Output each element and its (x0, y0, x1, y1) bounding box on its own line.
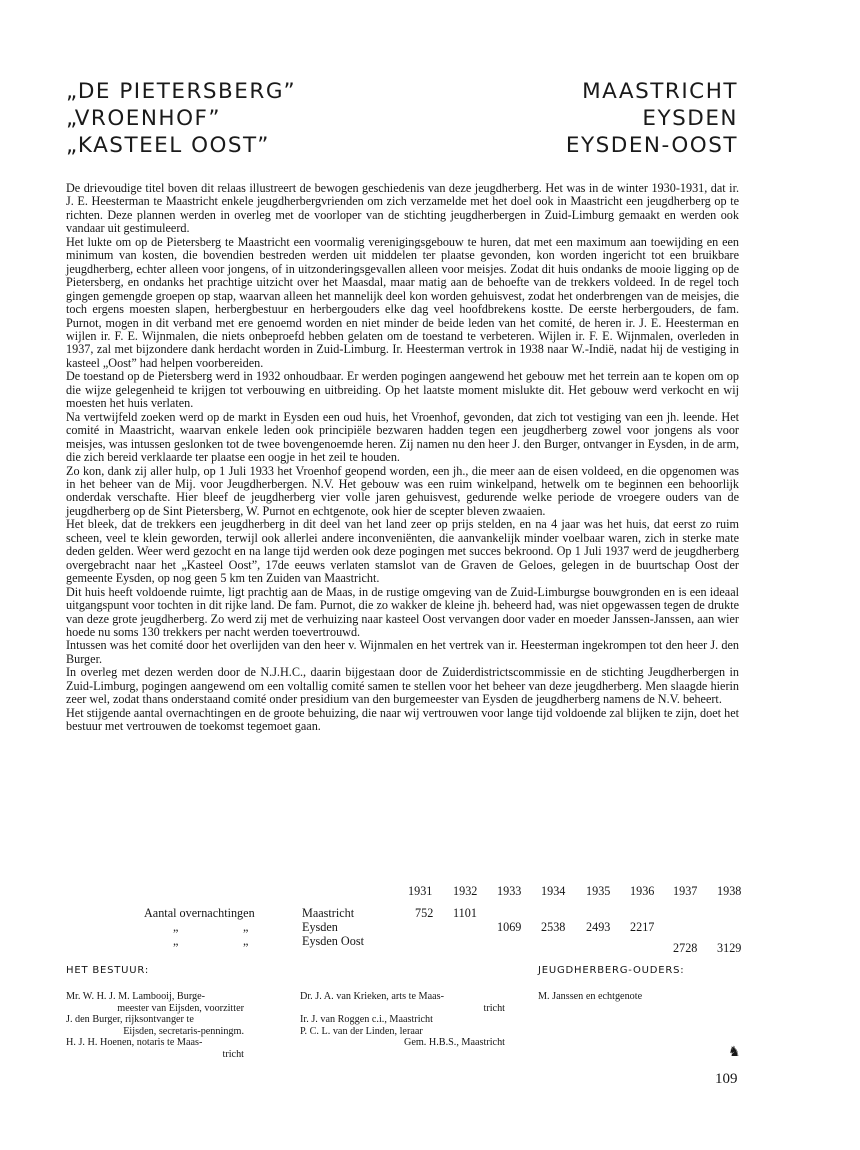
member-name: H. J. H. Hoenen, notaris te Maas- (66, 1037, 203, 1049)
count-value: 752 (415, 906, 434, 920)
parents-heading: JEUGDHERBERG-OUDERS: (538, 965, 685, 976)
ditto-mark: „ (173, 934, 179, 948)
count-value: 1069 (497, 920, 522, 934)
title-place-line: EYSDEN (642, 106, 738, 131)
title-name-line: „KASTEEL OOST” (66, 133, 270, 158)
paragraph: Intussen was het comité door het overlijden van den heer v. Wijnmalen en het vertrek van ir. Heesterman ingekrompen tot den heer J. den Burger. (66, 638, 739, 666)
year-header: 1938 (717, 884, 742, 898)
member-role: Eijsden, secretaris-penningm. (123, 1025, 244, 1037)
title-name-line: „DE PIETERSBERG” (66, 79, 297, 104)
parents-text: M. Janssen en echtgenote (538, 991, 643, 1002)
count-value: 3129 (717, 941, 742, 955)
count-value: 2538 (541, 920, 566, 934)
board-member (300, 1014, 505, 1026)
ditto-mark: „ (173, 920, 179, 934)
paragraph: Het bleek, dat de trekkers een jeugdherberg in dit deel van het land zeer op prijs stelden, en na 4 jaar was het huis, dat eerst zo ruim scheen, veel te klein geworden, terwijl ook allerlei andere inconveniënten, die aanvankelijk minder voelbaar waren, zich in sterke mate deden gelden. Weer werd gezocht en na lange tijd werden ook deze pogingen met succes bekroond. Op 1 Juli 1937 werd de jeugdherberg overgebracht naar het „Kasteel Oost”, 17de eeuws verlaten stamslot van de Graven de Geloes, gelegen in de buurtschap Oost der gemeente Eysden, op nog geen 5 km ten Zuiden van Maastricht. (66, 517, 739, 586)
board-member (66, 1014, 244, 1037)
title-place-line: EYSDEN-OOST (565, 133, 738, 158)
year-header: 1931 (408, 884, 433, 898)
article-body (66, 182, 739, 734)
board-member (66, 1037, 244, 1060)
paragraph: Zo kon, dank zij aller hulp, op 1 Juli 1933 het Vroenhof geopend worden, een jh., die meer aan de eisen voldeed, en die opgenomen was in het beheer van de Mij. voor Jeugdherbergen. N.V. Het gebouw was een ruim winkelpand, hetwelk om te beginnen een behoorlijk onderdak verschafte. Hier bleef de jeugdherberg vier volle jaren gehuisvest, gedurende welke periode de vroegere ouders van de jeugdherberg op de Sint Pietersberg, W. Purnot en echtgenote, ook hier de scepter bleven zwaaien. (66, 463, 739, 518)
location-name: Eysden (302, 920, 338, 934)
location-name: Maastricht (302, 906, 355, 920)
ditto-mark: „ (243, 934, 249, 948)
count-value: 2493 (586, 920, 611, 934)
member-role: Gem. H.B.S., Maastricht (403, 1037, 505, 1049)
board-column-1 (66, 991, 244, 1061)
count-value: 2728 (673, 941, 698, 955)
board-column-2 (300, 991, 505, 1049)
row-label: Aantal overnachtingen (144, 906, 255, 920)
member-name: Ir. J. van Roggen c.i., Maastricht (300, 1014, 433, 1026)
publisher-logo-icon: ♞ (728, 1045, 741, 1060)
year-header: 1932 (453, 884, 478, 898)
title-places (438, 78, 738, 159)
paragraph: Na vertwijfeld zoeken werd op de markt in Eysden een oud huis, het Vroenhof, gevonden, dat zich tot vestiging van een jh. leende. Het comité in Maastricht, waarvan enkele leden ook principiële bezwaren hadden tegen een jeugdherberg zowel voor jongens als voor meisjes, was intussen geslonken tot de twee bovengenoemde heren. Zij namen nu den heer J. den Burger, ontvanger in Eysden, in de arm, die zich bereid verklaarde ter plaatse een oogje in het zeil te houden. (66, 409, 739, 465)
count-value: 1101 (453, 906, 477, 920)
member-role: tricht (483, 1002, 505, 1014)
ditto-mark: „ (243, 920, 249, 934)
member-name: Dr. J. A. van Krieken, arts te Maas- (300, 991, 445, 1002)
paragraph: De toestand op de Pietersberg werd in 1932 onhoudbaar. Er werden pogingen aangewend het gebouw met het terrein aan te kopen om op die wijze gelegenheid te krijgen tot verbouwing en uitbreiding. Op het laatste moment mislukte dit. Het gebouw werd verkocht en wij moesten het huis verlaten. (66, 369, 739, 411)
member-name: Mr. W. H. J. M. Lambooij, Burge- (66, 991, 206, 1002)
year-header: 1937 (673, 884, 698, 898)
year-header: 1934 (541, 884, 566, 898)
overnight-stats-table (66, 884, 746, 954)
year-header: 1935 (586, 884, 611, 898)
board-heading: HET BESTUUR: (66, 965, 150, 976)
board-member (300, 1026, 505, 1049)
paragraph: Dit huis heeft voldoende ruimte, ligt prachtig aan de Maas, in de rustige omgeving van de Zuid-Limburgse bouwgronden en is een ideaal uitgangspunt voor tochten in dit rijke land. De fam. Purnot, die zo wakker de kleine jh. beheerd had, was niet opgewassen tegen de drukte van deze grote jeugdherberg. Zo werd zij met de verhuizing naar kasteel Oost vervangen door vader en moeder Janssen-Janssen, aan wier hoede nu soms 130 trekkers per nacht werden toevertrouwd. (66, 584, 739, 639)
paragraph: Het lukte om op de Pietersberg te Maastricht een voormalig verenigingsgebouw te huren, dat met een maximum aan toewijding en een minimum van kosten, die bovendien bestreden werden uit middelen ter plaatse gevonden, kon worden ingericht tot een bruikbare jeugdherberg, echter alleen voor jongens, of in uitzonderingsgevallen alleen voor meisjes. Zodat dit huis ondanks de mooie ligging op de Pietersberg, en ondanks het prachtige uitzicht over het Maasdal, maar matig aan de behoefte van de trekkers voldeed. In de regel toch gingen gemengde groepen op stap, waarvan alleen het mannelijk deel kon worden gehuisvest, zodat het onderbrengen van de meisjes, die toch ergens moesten slapen, herbergbestuur en herbergouders elke dag veel hoofdbrekens kostte. De eerste herbergouders, de fam. Purnot, mogen in dit verband met ere genoemd worden en niet minder de beide leden van het comité, de heren ir. J. E. Heesterman en wijlen ir. F. E. Wijnmalen, die niets onbeproefd hebben gelaten om de toestand te verbeteren. Wijlen ir. F. E. Wijnmalen, overleden in 1937, zal met bijzondere dank herdacht worden in Zuid-Limburg. Ir. Heesterman vertrok in 1938 naar W.-Indië, nadat hij de vestiging in kasteel „Oost” had helpen voorbereiden. (66, 234, 739, 370)
paragraph: In overleg met dezen werden door de N.J.H.C., daarin bijgestaan door de Zuiderdistrictscommissie en de stichting Jeugdherbergen in Zuid-Limburg, pogingen aangewend om een voltallig comité samen te stellen voor het beheer van deze jeugdherberg. Men slaagde hierin zeer wel, zodat thans onderstaand comité onder presidium van den burgemeester van Eysden de jeugdherberg namens de N.V. beheert. (66, 665, 739, 707)
paragraph: De drievoudige titel boven dit relaas illustreert de bewogen geschiedenis van deze jeugdherberg. Het was in de winter 1930-1931, dat ir. J. E. Heesterman te Maastricht enkele jeugdherbergvrienden om zich verzamelde met het doel ook in Maastricht een jeugdherberg op te richten. Deze plannen werden in overleg met de voorloper van de stichting jeugdherbergen in Zuid-Limburg gemaakt en werden ook vandaar uit gestimuleerd. (66, 181, 739, 236)
year-header: 1933 (497, 884, 522, 898)
title-name-line: „VROENHOF” (66, 106, 222, 131)
title-place-line: MAASTRICHT (582, 79, 738, 104)
location-name: Eysden Oost (302, 934, 364, 948)
count-value: 2217 (630, 920, 655, 934)
page-number: 109 (715, 1071, 738, 1087)
member-name: J. den Burger, rijksontvanger te (66, 1014, 194, 1026)
board-member (300, 991, 505, 1014)
year-header: 1936 (630, 884, 655, 898)
member-role: meester van Eijsden, voorzitter (117, 1002, 244, 1014)
title-names (66, 78, 446, 159)
member-role: tricht (222, 1048, 244, 1060)
member-name: P. C. L. van der Linden, leraar (300, 1025, 423, 1037)
paragraph: Het stijgende aantal overnachtingen en de groote behuizing, die naar wij vertrouwen voor lange tijd voldoende zal blijken te zijn, doet het bestuur met vertrouwen de toekomst tegemoet gaan. (66, 705, 739, 734)
board-member (66, 991, 244, 1014)
